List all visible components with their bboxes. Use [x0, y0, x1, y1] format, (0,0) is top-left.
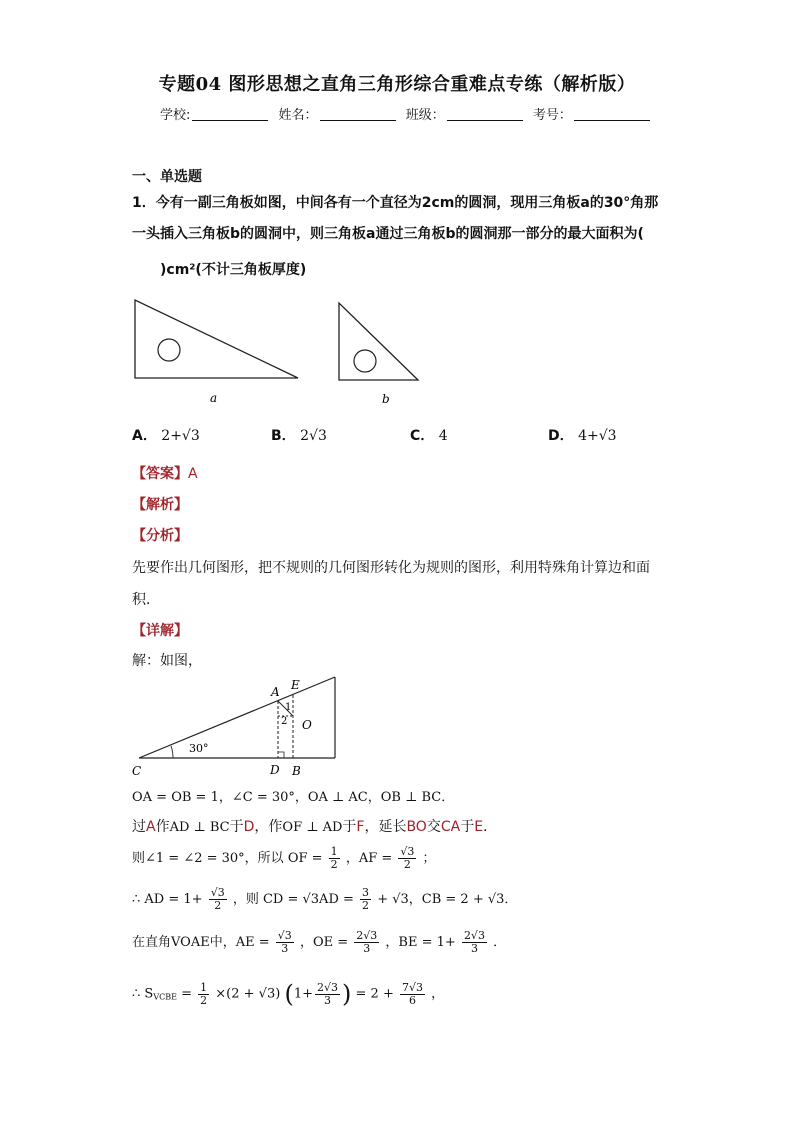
class-label: 班级： — [405, 108, 445, 123]
fig-label-a: a — [210, 391, 218, 405]
school-label: 学校: — [160, 108, 191, 123]
solution-line-2: 过A作AD ⊥ BC于D，作OF ⊥ AD于F，延长BO交CA于E． — [132, 819, 498, 835]
frac-1-2-b: $\frac{1}{2}$ — [200, 980, 208, 1007]
frac-3-2: $\frac{3}{2}$ — [362, 886, 370, 912]
solution-line-6: ∴ $S_{VCBE}$ = $\frac{1}{2}$ ×(2 + √3) (1+ $\frac{2√3}{3}$ ) = 2 + $\frac{7√3}{6}$ ， — [132, 980, 445, 1008]
detail-heading: 【详解】 — [132, 623, 188, 639]
point-A: A — [271, 685, 280, 699]
angle-c-label: 30° — [189, 742, 209, 755]
point-E: E — [291, 678, 300, 692]
frac-2sqrt3-3-c: $\frac{2√3}{3}$ — [316, 980, 338, 1007]
fenxi-text-1: 先要作出几何图形，把不规则的几何图形转化为规则的图形，利用特殊角计算边和面 — [132, 560, 650, 576]
point-C: C — [132, 764, 142, 778]
class-blank[interactable] — [447, 108, 523, 121]
angle-1-label: 1 — [285, 702, 292, 713]
name-blank[interactable] — [320, 108, 396, 121]
triangle-figures — [120, 290, 440, 410]
point-D: D — [270, 763, 280, 777]
frac-1-2: $\frac{1}{2}$ — [330, 845, 338, 871]
triangle-a-hole — [158, 339, 180, 361]
solution-line-5: 在直角VOAE中，AE = $\frac{√3}{3}$ ，OE = $\frac{2√3}{3}$ ，BE = 1+ $\frac{2√3}{3}$ ． — [132, 929, 507, 955]
angle-2-label: 2 — [281, 716, 288, 727]
fenxi-text-2: 积． — [132, 592, 160, 608]
option-c[interactable]: C． 4 — [410, 428, 448, 444]
triangle-b-hole — [354, 350, 376, 372]
question-line-1: 1．今有一副三角板如图，中间各有一个直径为2cm的圆洞，现用三角板a的30°角那 — [132, 195, 659, 211]
name-label: 姓名： — [278, 108, 318, 123]
section-heading: 一、单选题 — [132, 169, 202, 185]
frac-2sqrt3-3: $\frac{2√3}{3}$ — [356, 929, 378, 955]
triangle-a — [135, 300, 298, 378]
solution-line-3: 则∠1 = ∠2 = 30°，所以 OF = $\frac{1}{2}$ ，AF = $\frac{√3}{2}$ ； — [132, 845, 436, 871]
solution-line-1: OA = OB = 1，∠C = 30°，OA ⊥ AC，OB ⊥ BC． — [132, 790, 455, 805]
answer-value: A — [188, 466, 198, 482]
point-O: O — [302, 718, 312, 732]
frac-sqrt3-2-b: $\frac{√3}{2}$ — [210, 886, 225, 912]
exam-number-label: 考号： — [532, 108, 572, 123]
frac-7sqrt3-6: $\frac{7√3}{6}$ — [401, 980, 423, 1007]
option-d[interactable]: D． 4+√3 — [548, 428, 617, 444]
triangle-b — [339, 303, 418, 380]
question-line-3: )cm²(不计三角板厚度) — [160, 262, 307, 278]
solution-line-4: ∴ AD = 1+ $\frac{√3}{2}$ ，则 CD = √3AD = $\frac{3}{2}$ + √3，CB = 2 + √3． — [132, 886, 518, 912]
fig-label-b: b — [382, 392, 390, 406]
option-a[interactable]: A． 2+√3 — [132, 428, 200, 444]
option-b[interactable]: B． 2√3 — [271, 428, 327, 444]
page-title: 专题04 图形思想之直角三角形综合重难点专练（解析版） — [158, 74, 636, 95]
detail-intro: 解：如图， — [132, 653, 202, 669]
question-line-2: 一头插入三角板b的圆洞中，则三角板a通过三角板b的圆洞那一部分的最大面积为( — [132, 226, 644, 242]
exam-number-blank[interactable] — [574, 108, 650, 121]
student-info-line — [160, 104, 656, 123]
frac-sqrt3-2: $\frac{√3}{2}$ — [400, 845, 415, 871]
geometry-figure — [125, 670, 355, 785]
fenxi-heading: 【分析】 — [132, 528, 188, 544]
analysis-heading: 【解析】 — [132, 497, 188, 513]
answer-line: 【答案】A — [132, 466, 198, 482]
point-B: B — [292, 764, 301, 778]
school-blank[interactable] — [192, 108, 268, 121]
frac-2sqrt3-3-b: $\frac{2√3}{3}$ — [463, 929, 485, 955]
frac-sqrt3-3: $\frac{√3}{3}$ — [277, 929, 292, 955]
